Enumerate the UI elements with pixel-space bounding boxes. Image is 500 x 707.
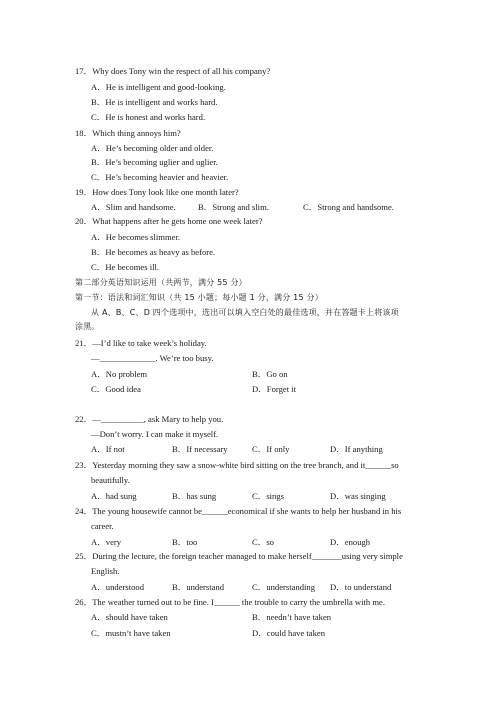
- question-21-reply: —_____________. We’re too busy.: [91, 353, 214, 363]
- question-23-option-c: C．sings: [252, 491, 284, 501]
- question-22-option-d: D．If anything: [330, 444, 383, 454]
- question-17-option-a: A．He is intelligent and good-looking.: [91, 82, 226, 92]
- question-25-option-d: D．to understand: [330, 582, 392, 592]
- question-19-option-c: C．Strong and handsome.: [303, 202, 394, 212]
- question-26-option-b: B．needn’t have taken: [252, 612, 332, 622]
- section-2-instruction-line-1: 从 A、B、C、D 四个选项中，选出可以填入空白处的最佳选项，并在答题卡上将该项: [91, 308, 399, 317]
- question-20-option-b: B．He becomes as heavy as before.: [91, 247, 216, 257]
- question-25-option-c: C．understanding: [252, 582, 316, 592]
- question-18-option-b: B．He’s becoming uglier and uglier.: [91, 157, 218, 167]
- question-24-option-b: B．too: [172, 537, 198, 547]
- section-2-instruction-line-2: 涂黑。: [75, 322, 100, 331]
- question-19-option-a: A．Slim and handsome.: [91, 202, 176, 212]
- question-25-stem: 25．During the lecture, the foreign teacher managed to make herself_______using very simple: [75, 551, 403, 561]
- question-19-option-b: B．Strong and slim.: [198, 202, 269, 212]
- question-24-option-c: C．so: [252, 537, 274, 547]
- question-23-option-b: B．has sung: [172, 491, 217, 501]
- question-25-option-a: A．understood: [91, 582, 144, 592]
- question-22-option-b: B．If necessary: [172, 444, 228, 454]
- question-21-option-a: A．No problem: [91, 369, 148, 379]
- question-22-stem: 22．—__________, ask Mary to help you.: [75, 414, 224, 424]
- question-21-option-d: D．Forget it: [252, 384, 297, 394]
- question-26-stem: 26．The weather turned out to be fine. I______ the trouble to carry the umbrella with me.: [75, 597, 385, 607]
- question-22-reply: —Don’t worry. I can make it myself.: [91, 429, 219, 439]
- question-26-option-a: A．should have taken: [91, 612, 168, 622]
- question-20-option-a: A．He becomes slimmer.: [91, 232, 181, 242]
- question-25-option-b: B．understand: [172, 582, 225, 592]
- question-18-option-c: C．He’s becoming heavier and heavier.: [91, 172, 229, 182]
- question-23-option-d: D．was singing: [330, 491, 386, 501]
- question-21-stem: 21．—I’d like to take week’s holiday.: [75, 338, 207, 348]
- section-2-part-1-title: 第一节：语法和词汇知识（共 15 小题；每小题 1 分，满分 15 分）: [75, 293, 323, 302]
- question-22-option-c: C．If only: [252, 444, 290, 454]
- question-20-option-c: C．He becomes ill.: [91, 262, 160, 272]
- question-23-continuation: beautifully.: [91, 475, 130, 485]
- question-24-continuation: career.: [91, 521, 114, 531]
- question-24-option-d: D．enough: [330, 537, 371, 547]
- section-2-title: 第二部分英语知识运用（共两节，满分 55 分）: [75, 278, 247, 287]
- question-17-option-b: B．He is intelligent and works hard.: [91, 97, 218, 107]
- question-17-stem: 17．Why does Tony win the respect of all his company?: [75, 66, 271, 76]
- question-26-option-d: D．could have taken: [252, 628, 326, 638]
- question-21-option-b: B．Go on: [252, 369, 288, 379]
- question-18-stem: 18．Which thing annoys him?: [75, 128, 181, 138]
- question-23-stem: 23．Yesterday morning they saw a snow-white bird sitting on the tree branch, and it______so: [75, 460, 399, 470]
- question-23-option-a: A．had sung: [91, 491, 137, 501]
- question-17-option-c: C．He is honest and works hard.: [91, 112, 206, 122]
- question-19-stem: 19．How does Tony look like one month later?: [75, 187, 239, 197]
- question-25-continuation: English.: [91, 566, 120, 576]
- question-24-option-a: A．very: [91, 537, 122, 547]
- question-18-option-a: A．He’s becoming older and older.: [91, 143, 214, 153]
- question-20-stem: 20．What happens after he gets home one week later?: [75, 216, 263, 226]
- question-24-stem: 24．The young housewife cannot be______economical if she wants to help her husband in his: [75, 506, 402, 516]
- question-26-option-c: C．mustn’t have taken: [91, 628, 171, 638]
- question-22-option-a: A．If not: [91, 444, 125, 454]
- question-21-option-c: C．Good idea: [91, 384, 141, 394]
